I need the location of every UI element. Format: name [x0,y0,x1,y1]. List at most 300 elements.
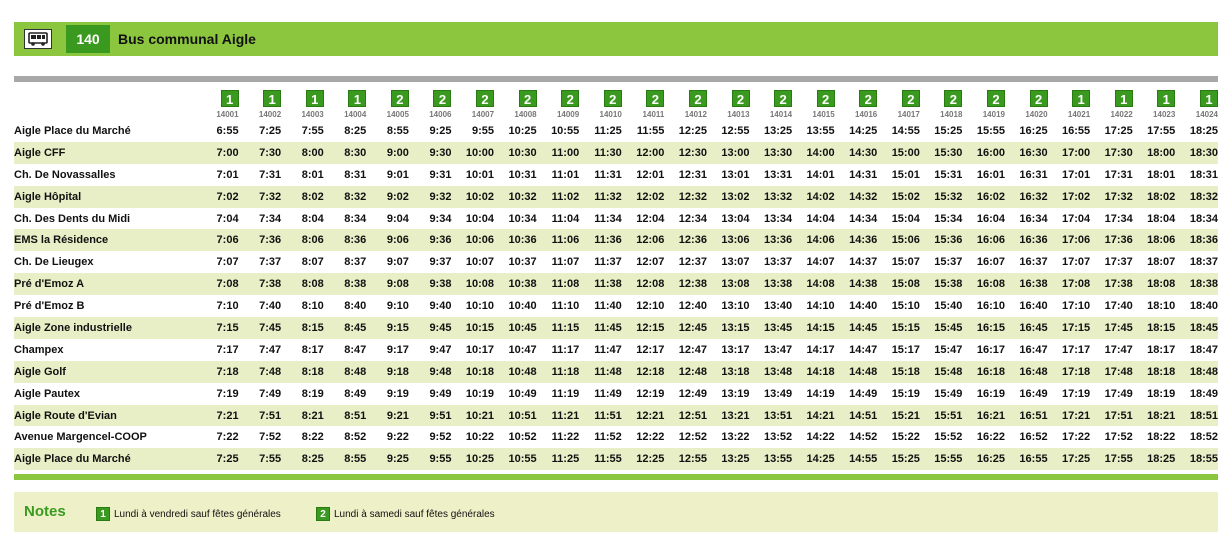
departure-time: 11:18 [537,361,580,383]
trip-number: 14001 [216,110,239,119]
departure-time: 8:31 [344,168,367,181]
departure-time: 11:30 [579,142,622,164]
departure-time: 14:02 [792,186,835,208]
trip-header [196,88,239,120]
departure-time: 10:30 [494,142,537,164]
stop-name: Avenue Margencel-COOP [14,431,147,444]
departure-time: 7:37 [259,256,282,269]
departure-time: 17:17 [1062,343,1091,356]
departure-time: 16:52 [1019,431,1048,444]
departure-time: 8:08 [281,273,324,295]
departure-time: 7:38 [239,273,282,295]
departure-time: 17:34 [1104,212,1133,225]
departure-time: 7:55 [239,448,282,470]
stop-row [14,120,1218,142]
departure-time: 13:10 [721,300,750,313]
departure-time: 10:51 [494,405,537,427]
departure-time: 15:04 [891,212,920,225]
departure-time: 10:49 [508,387,537,400]
departure-time: 9:07 [386,256,409,269]
stop-row [14,208,1218,230]
departure-time: 14:52 [849,431,878,444]
departure-time: 15:19 [891,387,920,400]
departure-time: 17:51 [1090,405,1133,427]
departure-time: 12:51 [664,405,707,427]
variant-badge: 2 [944,90,962,107]
departure-time: 18:38 [1175,273,1218,295]
divider [14,474,1218,480]
departure-time: 17:31 [1104,168,1133,181]
departure-time: 12:30 [664,142,707,164]
departure-time: 8:02 [281,186,324,208]
trip-header [750,88,793,120]
trip-header [409,88,452,120]
departure-time: 10:18 [451,361,494,383]
departure-time: 12:38 [664,273,707,295]
departure-time: 10:47 [508,343,537,356]
departure-time: 9:47 [429,343,452,356]
departure-time: 16:01 [976,168,1005,181]
departure-time: 14:49 [849,387,878,400]
departure-time: 9:22 [386,431,409,444]
stop-name: Aigle Pautex [14,387,81,400]
departure-time: 14:40 [849,300,878,313]
line-header [14,22,1218,56]
departure-time: 18:51 [1175,405,1218,427]
departure-time: 11:40 [594,300,622,313]
departure-time: 14:30 [835,142,878,164]
departure-time: 18:06 [1133,229,1176,251]
variant-badge: 2 [391,90,409,107]
trip-header [451,88,494,120]
departure-time: 17:21 [1048,405,1091,427]
variant-badge: 1 [306,90,324,107]
departure-time: 12:37 [678,256,707,269]
timetable [14,88,1218,470]
departure-time: 12:01 [636,168,665,181]
trip-number: 14017 [897,110,920,119]
departure-time: 17:25 [1048,448,1091,470]
departure-time: 7:22 [216,431,239,444]
departure-time: 16:21 [962,405,1005,427]
trip-number: 14015 [812,110,835,119]
trip-header [281,88,324,120]
trip-number: 14011 [642,110,665,119]
variant-badge: 1 [221,90,239,107]
trip-header [537,88,580,120]
departure-time: 10:15 [451,317,494,339]
departure-time: 9:10 [386,300,409,313]
departure-time: 15:10 [891,300,920,313]
departure-time: 11:04 [551,212,580,225]
stop-name: Aigle Zone industrielle [14,317,196,339]
departure-time: 7:40 [259,300,282,313]
departure-time: 15:55 [920,448,963,470]
departure-time: 15:15 [877,317,920,339]
departure-time: 13:00 [707,142,750,164]
departure-time: 16:38 [1005,273,1048,295]
departure-time: 18:55 [1175,448,1218,470]
departure-time: 13:25 [763,124,793,137]
departure-time: 12:25 [678,124,707,137]
departure-time: 16:07 [976,256,1005,269]
departure-time: 10:38 [494,273,537,295]
departure-time: 11:51 [579,405,622,427]
trip-number: 14004 [344,110,367,119]
notes-section [14,492,1218,532]
trip-header [877,88,920,120]
departure-time: 14:51 [835,405,878,427]
departure-time: 13:45 [750,317,793,339]
departure-time: 12:40 [678,300,707,313]
bus-icon [24,29,52,49]
departure-time: 18:48 [1175,361,1218,383]
departure-time: 18:52 [1189,431,1218,444]
variant-badge: 1 [348,90,366,107]
departure-time: 16:37 [1019,256,1048,269]
departure-time: 9:45 [409,317,452,339]
departure-time: 12:15 [622,317,665,339]
departure-time: 12:47 [678,343,707,356]
departure-time: 13:55 [806,124,835,137]
departure-time: 8:06 [281,229,324,251]
departure-time: 8:38 [324,273,367,295]
departure-time: 13:31 [763,168,793,181]
departure-time: 17:55 [1147,124,1176,137]
departure-time: 12:55 [721,124,750,137]
stop-name: Aigle Place du Marché [14,448,196,470]
trip-number: 14003 [301,110,324,119]
departure-time: 13:49 [763,387,793,400]
departure-time: 7:04 [216,212,239,225]
departure-time: 9:04 [386,212,409,225]
departure-time: 8:34 [344,212,367,225]
departure-time: 18:47 [1189,343,1218,356]
departure-time: 17:47 [1104,343,1133,356]
departure-time: 16:06 [962,229,1005,251]
trip-header [835,88,878,120]
departure-time: 12:45 [664,317,707,339]
departure-time: 8:36 [324,229,367,251]
departure-time: 8:18 [281,361,324,383]
departure-time: 10:34 [508,212,537,225]
departure-time: 8:52 [344,431,367,444]
trip-number: 14013 [727,110,750,119]
departure-time: 8:40 [344,300,367,313]
departure-time: 13:40 [763,300,793,313]
departure-time: 13:37 [763,256,793,269]
departure-time: 14:04 [806,212,835,225]
departure-time: 12:21 [622,405,665,427]
departure-time: 10:04 [465,212,495,225]
departure-time: 16:17 [976,343,1005,356]
departure-time: 15:48 [920,361,963,383]
departure-time: 10:02 [451,186,494,208]
departure-time: 16:18 [962,361,1005,383]
departure-time: 13:04 [721,212,750,225]
departure-time: 10:25 [508,124,537,137]
trip-header [579,88,622,120]
stop-row [14,251,1218,273]
departure-time: 7:02 [196,186,239,208]
departure-time: 7:19 [216,387,239,400]
departure-time: 7:10 [216,300,239,313]
departure-time: 11:01 [551,168,580,181]
trip-header [622,88,665,120]
departure-time: 16:04 [976,212,1005,225]
departure-time: 9:17 [386,343,409,356]
departure-time: 8:15 [281,317,324,339]
departure-time: 17:18 [1048,361,1091,383]
departure-time: 18:34 [1189,212,1218,225]
departure-time: 7:36 [239,229,282,251]
stop-row [14,405,1218,427]
variant-badge: 2 [902,90,920,107]
departure-time: 16:22 [976,431,1005,444]
departure-time: 13:34 [763,212,793,225]
departure-time: 9:06 [366,229,409,251]
departure-time: 10:31 [508,168,537,181]
departure-time: 9:25 [429,124,452,137]
departure-time: 12:55 [664,448,707,470]
departure-time: 9:19 [386,387,409,400]
departure-time: 9:40 [429,300,452,313]
departure-time: 18:01 [1147,168,1176,181]
departure-time: 16:55 [1062,124,1091,137]
departure-time: 7:18 [196,361,239,383]
trip-header [1005,88,1048,120]
trip-number: 14016 [855,110,878,119]
departure-time: 8:55 [386,124,409,137]
departure-time: 13:51 [750,405,793,427]
trip-header [920,88,963,120]
departure-time: 9:02 [366,186,409,208]
divider [14,76,1218,82]
departure-time: 12:02 [622,186,665,208]
notes-title: Notes [24,503,66,520]
stop-name: Pré d'Emoz B [14,300,85,313]
departure-time: 14:01 [806,168,835,181]
trip-number: 14023 [1153,110,1176,119]
trip-header [1048,88,1091,120]
departure-time: 10:06 [451,229,494,251]
departure-time: 15:37 [934,256,963,269]
departure-time: 8:19 [301,387,324,400]
departure-time: 13:18 [707,361,750,383]
departure-time: 12:34 [678,212,707,225]
departure-time: 9:55 [409,448,452,470]
departure-time: 16:02 [962,186,1005,208]
departure-time: 9:32 [409,186,452,208]
stop-row [14,142,1218,164]
departure-time: 8:22 [301,431,324,444]
departure-time: 9:36 [409,229,452,251]
departure-time: 17:48 [1090,361,1133,383]
departure-time: 16:36 [1005,229,1048,251]
departure-time: 8:04 [301,212,324,225]
departure-time: 9:38 [409,273,452,295]
variant-badge: 1 [263,90,281,107]
departure-time: 13:06 [707,229,750,251]
departure-time: 7:01 [216,168,239,181]
departure-time: 15:01 [891,168,920,181]
departure-time: 15:18 [877,361,920,383]
line-name: Bus communal Aigle [118,31,256,47]
stop-row [14,295,1218,317]
departure-time: 12:31 [678,168,707,181]
departure-time: 9:18 [366,361,409,383]
departure-time: 12:49 [678,387,707,400]
trip-header [1133,88,1176,120]
departure-time: 14:31 [849,168,878,181]
variant-badge: 2 [1030,90,1048,107]
departure-time: 15:21 [877,405,920,427]
departure-time: 15:25 [934,124,963,137]
departure-time: 13:15 [707,317,750,339]
variant-badge: 2 [774,90,792,107]
departure-time: 17:06 [1048,229,1091,251]
departure-time: 7:00 [196,142,239,164]
departure-time: 10:01 [465,168,495,181]
departure-time: 10:22 [465,431,495,444]
departure-time: 13:48 [750,361,793,383]
departure-time: 11:22 [551,431,580,444]
departure-time: 8:51 [324,405,367,427]
departure-time: 11:49 [594,387,622,400]
departure-time: 15:51 [920,405,963,427]
stop-row [14,383,1218,405]
trip-number: 14018 [940,110,963,119]
departure-time: 18:30 [1175,142,1218,164]
departure-time: 12:04 [636,212,665,225]
departure-time: 17:01 [1062,168,1091,181]
departure-time: 17:10 [1062,300,1091,313]
departure-time: 8:55 [324,448,367,470]
departure-time: 12:22 [636,431,665,444]
departure-time: 6:55 [216,124,239,137]
departure-time: 14:22 [806,431,835,444]
departure-time: 16:55 [1005,448,1048,470]
departure-time: 15:32 [920,186,963,208]
departure-time: 7:15 [196,317,239,339]
trip-number: 14020 [1025,110,1048,119]
departure-time: 9:25 [366,448,409,470]
departure-time: 14:37 [849,256,878,269]
departure-time: 15:06 [877,229,920,251]
departure-time: 13:19 [721,387,750,400]
departure-time: 17:25 [1104,124,1133,137]
departure-time: 18:00 [1133,142,1176,164]
trip-number: 14021 [1067,110,1091,119]
departure-time: 16:25 [962,448,1005,470]
departure-time: 8:07 [301,256,324,269]
stop-row [14,273,1218,295]
departure-time: 11:45 [579,317,622,339]
trip-header [707,88,750,120]
departure-time: 14:55 [835,448,878,470]
trip-number: 14024 [1195,110,1218,119]
variant-badge: 2 [689,90,707,107]
departure-time: 7:31 [259,168,282,181]
line-number: 140 [66,25,110,53]
departure-time: 18:25 [1133,448,1176,470]
departure-time: 14:17 [806,343,835,356]
departure-time: 16:10 [976,300,1005,313]
stop-row [14,317,1218,339]
departure-time: 13:47 [763,343,793,356]
variant-badge: 2 [476,90,494,107]
departure-time: 18:15 [1133,317,1176,339]
departure-time: 17:32 [1090,186,1133,208]
departure-time: 9:55 [472,124,495,137]
trip-number: 14014 [769,110,793,119]
departure-time: 7:17 [216,343,239,356]
departure-time: 8:32 [324,186,367,208]
departure-time: 14:10 [806,300,835,313]
departure-time: 7:30 [239,142,282,164]
departure-time: 11:02 [537,186,580,208]
departure-time: 8:25 [344,124,367,137]
departure-time: 14:19 [806,387,835,400]
departure-time: 17:02 [1048,186,1091,208]
departure-time: 10:55 [551,124,580,137]
departure-time: 7:47 [259,343,282,356]
departure-time: 11:10 [551,300,580,313]
departure-time: 7:49 [259,387,282,400]
trip-number: 14019 [982,110,1005,119]
departure-time: 7:34 [259,212,282,225]
departure-time: 18:02 [1133,186,1176,208]
variant-badge: 1 [1072,90,1090,107]
departure-time: 16:34 [1019,212,1048,225]
departure-time: 12:32 [664,186,707,208]
departure-time: 14:00 [792,142,835,164]
departure-time: 17:38 [1090,273,1133,295]
trip-number: 14022 [1110,110,1133,119]
departure-time: 15:34 [934,212,963,225]
departure-time: 13:32 [750,186,793,208]
note-item [96,507,281,521]
variant-badge: 2 [817,90,835,107]
departure-time: 14:48 [835,361,878,383]
departure-time: 14:55 [891,124,920,137]
trip-number: 14005 [386,110,409,119]
departure-time: 11:06 [537,229,580,251]
departure-time: 7:32 [239,186,282,208]
departure-time: 13:30 [750,142,793,164]
departure-time: 8:10 [301,300,324,313]
departure-time: 11:19 [551,387,580,400]
note-item [316,507,495,521]
departure-time: 9:21 [366,405,409,427]
trip-header [366,88,409,120]
departure-time: 10:40 [508,300,537,313]
departure-time: 14:32 [835,186,878,208]
departure-time: 12:48 [664,361,707,383]
stop-row [14,426,1218,448]
departure-time: 7:08 [196,273,239,295]
departure-time: 12:25 [622,448,665,470]
departure-time: 12:17 [636,343,665,356]
departure-time: 15:55 [976,124,1005,137]
departure-time: 17:30 [1090,142,1133,164]
departure-time: 11:17 [551,343,580,356]
departure-time: 9:01 [386,168,409,181]
departure-time: 11:52 [594,431,622,444]
departure-time: 16:15 [962,317,1005,339]
departure-time: 13:17 [721,343,750,356]
trip-header [962,88,1005,120]
